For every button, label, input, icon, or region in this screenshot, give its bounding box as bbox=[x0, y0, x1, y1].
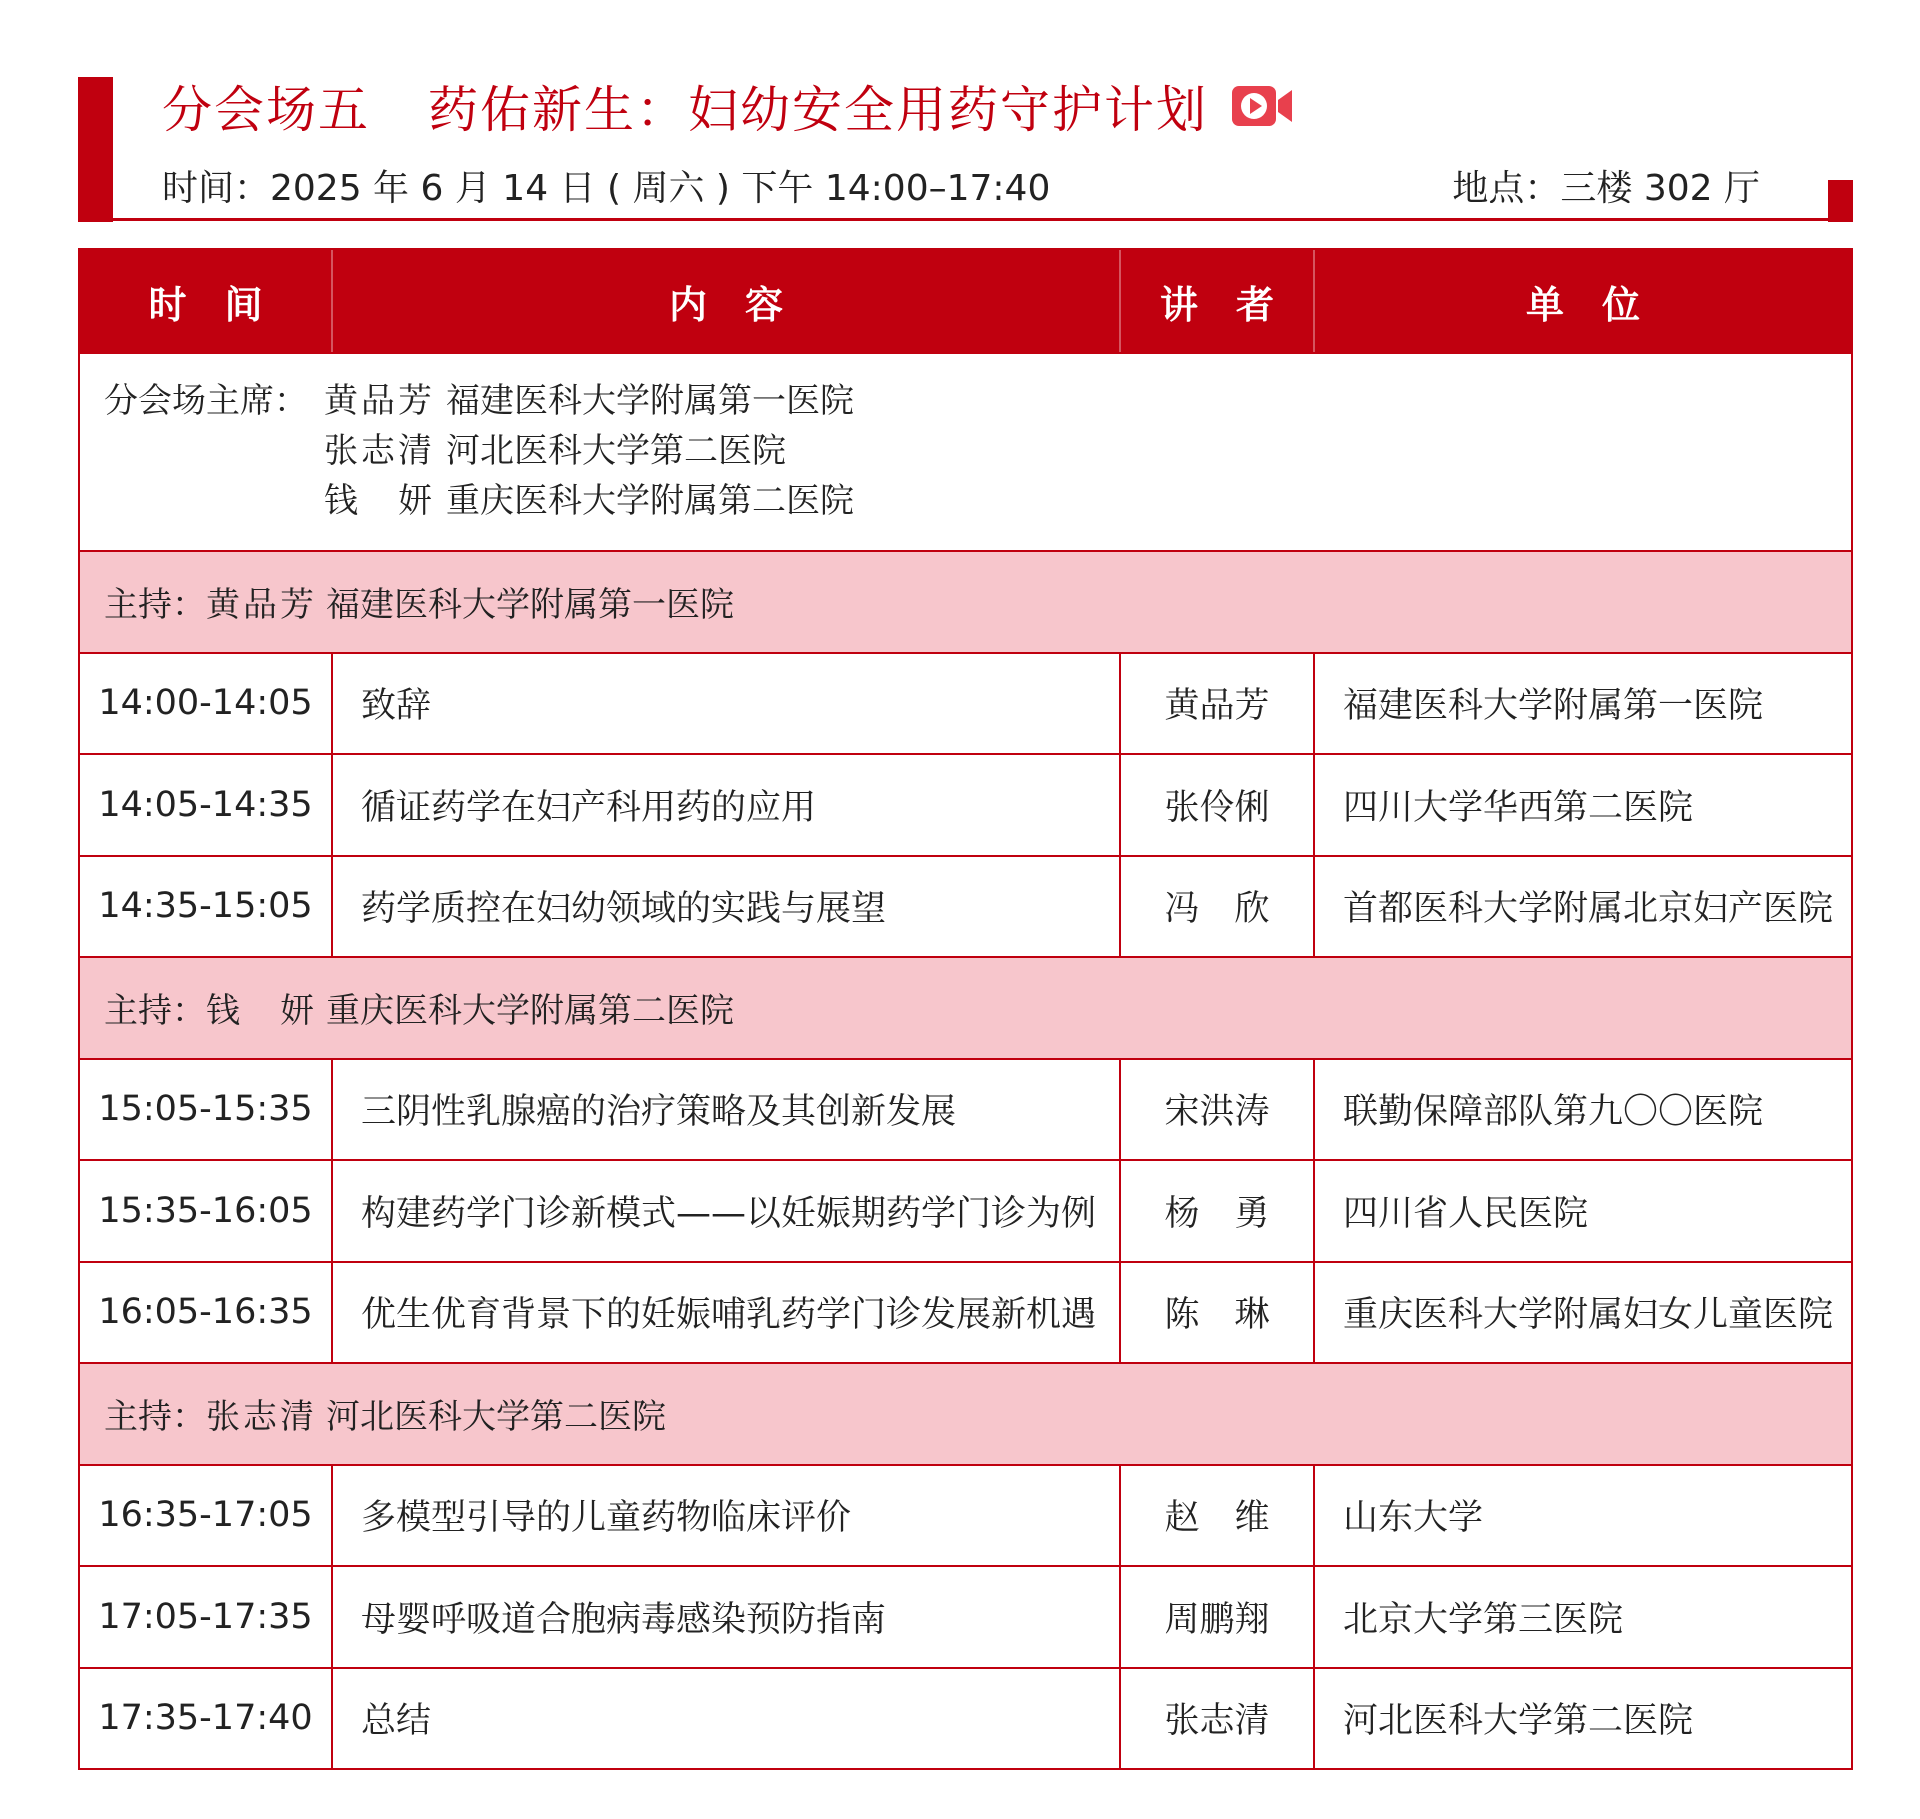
table-row bbox=[80, 652, 1851, 754]
item-organization: 四川大学华西第二医院 bbox=[1343, 787, 1694, 828]
header-underline bbox=[78, 218, 1853, 221]
item-time: 14:00-14:05 bbox=[80, 654, 333, 754]
table-row bbox=[80, 753, 1851, 855]
column-header-time: 时 间 bbox=[80, 250, 333, 352]
item-speaker: 黄品芳 bbox=[1121, 654, 1315, 754]
chair-line bbox=[104, 426, 1851, 476]
item-speaker: 陈 琳 bbox=[1121, 1263, 1315, 1363]
table-row bbox=[80, 1565, 1851, 1667]
session-theme: 药佑新生：妇幼安全用药守护计划 bbox=[428, 81, 1208, 139]
host-org: 河北医科大学第二医院 bbox=[326, 1397, 666, 1438]
item-speaker: 张伶俐 bbox=[1121, 755, 1315, 855]
host-label: 主持： bbox=[104, 991, 206, 1032]
page-title bbox=[162, 74, 1294, 138]
item-time: 17:05-17:35 bbox=[80, 1567, 333, 1667]
item-time: 16:05-16:35 bbox=[80, 1263, 333, 1363]
host-row bbox=[80, 550, 1851, 652]
session-name: 分会场五 bbox=[162, 81, 370, 139]
table-header bbox=[80, 250, 1851, 352]
chair-line bbox=[104, 476, 1851, 526]
table-row bbox=[80, 1667, 1851, 1769]
item-organization: 首都医科大学附属北京妇产医院 bbox=[1343, 889, 1834, 930]
host-org: 重庆医科大学附属第二医院 bbox=[326, 991, 734, 1032]
host-name: 张志清 bbox=[206, 1397, 314, 1438]
item-topic: 总结 bbox=[333, 1669, 1121, 1769]
host-row bbox=[80, 956, 1851, 1058]
host-label: 主持： bbox=[104, 585, 206, 626]
column-header-speaker: 讲 者 bbox=[1121, 250, 1315, 352]
item-time: 16:35-17:05 bbox=[80, 1466, 333, 1566]
column-header-content: 内 容 bbox=[333, 250, 1121, 352]
item-speaker: 杨 勇 bbox=[1121, 1161, 1315, 1261]
item-organization: 山东大学 bbox=[1343, 1498, 1484, 1539]
table-row bbox=[80, 1464, 1851, 1566]
item-speaker: 冯 欣 bbox=[1121, 857, 1315, 957]
right-accent-block bbox=[1828, 180, 1853, 222]
item-speaker: 宋洪涛 bbox=[1121, 1060, 1315, 1160]
chair-org: 河北医科大学第二医院 bbox=[446, 431, 786, 471]
session-place: 地点：三楼 302 厅 bbox=[1452, 168, 1760, 209]
item-time: 14:35-15:05 bbox=[80, 857, 333, 957]
item-speaker: 赵 维 bbox=[1121, 1466, 1315, 1566]
host-name: 钱 妍 bbox=[206, 991, 314, 1032]
item-organization: 北京大学第三医院 bbox=[1343, 1599, 1624, 1640]
host-name: 黄品芳 bbox=[206, 585, 314, 626]
host-row bbox=[80, 1362, 1851, 1464]
item-organization: 河北医科大学第二医院 bbox=[1343, 1701, 1694, 1742]
host-label: 主持： bbox=[104, 1397, 206, 1438]
chair-org: 福建医科大学附属第一医院 bbox=[446, 381, 854, 421]
video-camera-icon[interactable] bbox=[1232, 84, 1294, 128]
item-organization: 四川省人民医院 bbox=[1343, 1193, 1589, 1234]
item-topic: 药学质控在妇幼领域的实践与展望 bbox=[333, 857, 1121, 957]
chair-org: 重庆医科大学附属第二医院 bbox=[446, 481, 854, 521]
item-organization: 福建医科大学附属第一医院 bbox=[1343, 686, 1764, 727]
item-speaker: 张志清 bbox=[1121, 1669, 1315, 1769]
table-row bbox=[80, 1261, 1851, 1363]
item-time: 15:35-16:05 bbox=[80, 1161, 333, 1261]
session-time: 时间：2025 年 6 月 14 日 ( 周六 ) 下午 14:00–17:40 bbox=[162, 168, 1051, 209]
item-topic: 构建药学门诊新模式——以妊娠期药学门诊为例 bbox=[333, 1161, 1121, 1261]
chairs-label: 分会场主席： bbox=[104, 381, 308, 421]
item-topic: 三阴性乳腺癌的治疗策略及其创新发展 bbox=[333, 1060, 1121, 1160]
column-header-organization: 单 位 bbox=[1525, 282, 1640, 327]
item-time: 15:05-15:35 bbox=[80, 1060, 333, 1160]
chair-name: 张志清 bbox=[324, 431, 432, 471]
item-topic: 循证药学在妇产科用药的应用 bbox=[333, 755, 1121, 855]
left-accent-bar bbox=[78, 77, 113, 222]
item-time: 14:05-14:35 bbox=[80, 755, 333, 855]
item-topic: 致辞 bbox=[333, 654, 1121, 754]
chair-name: 钱 妍 bbox=[324, 481, 432, 521]
item-time: 17:35-17:40 bbox=[80, 1669, 333, 1769]
item-organization: 重庆医科大学附属妇女儿童医院 bbox=[1343, 1295, 1834, 1336]
chair-name: 黄品芳 bbox=[324, 381, 432, 421]
item-topic: 多模型引导的儿童药物临床评价 bbox=[333, 1466, 1121, 1566]
host-org: 福建医科大学附属第一医院 bbox=[326, 585, 734, 626]
chairs-row bbox=[80, 352, 1851, 550]
table-row bbox=[80, 855, 1851, 957]
item-speaker: 周鹏翔 bbox=[1121, 1567, 1315, 1667]
table-row bbox=[80, 1159, 1851, 1261]
table-row bbox=[80, 1058, 1851, 1160]
chair-line bbox=[104, 376, 1851, 426]
item-topic: 母婴呼吸道合胞病毒感染预防指南 bbox=[333, 1567, 1121, 1667]
item-organization: 联勤保障部队第九〇〇医院 bbox=[1343, 1092, 1764, 1133]
schedule-table bbox=[78, 248, 1853, 1770]
item-topic: 优生优育背景下的妊娠哺乳药学门诊发展新机遇 bbox=[333, 1263, 1121, 1363]
